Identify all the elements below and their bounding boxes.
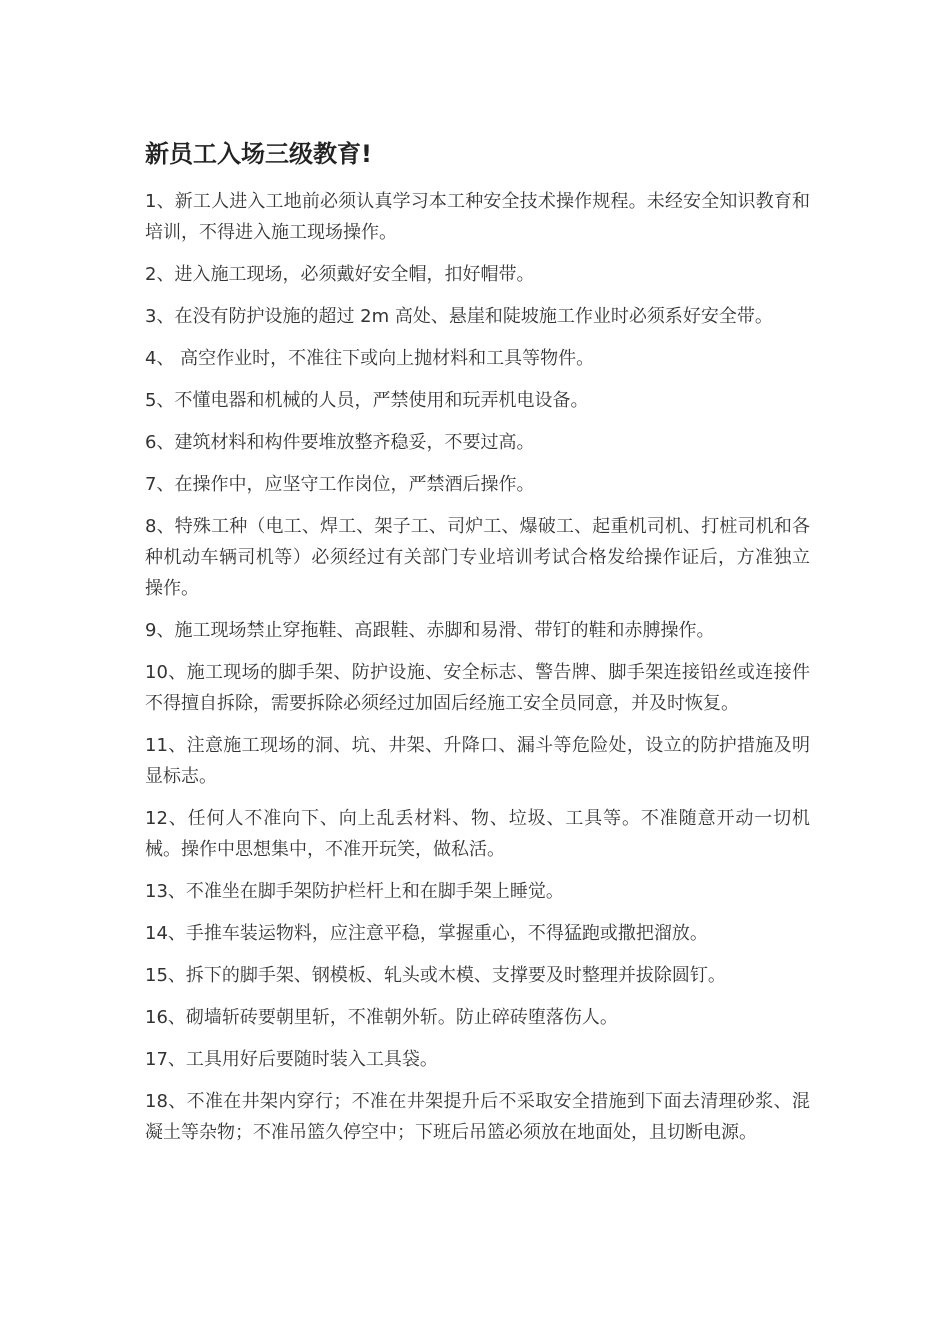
rule-item-2: 2、进入施工现场，必须戴好安全帽，扣好帽带。 [145,264,535,285]
rule-item-16: 16、砌墙斩砖要朝里斩，不准朝外斩。防止碎砖堕落伤人。 [145,1007,618,1028]
rule-item-11: 11、注意施工现场的洞、坑、井架、升降口、漏斗等危险处，设立的防护措施及明显标志。 [145,735,810,787]
rule-item-15: 15、拆下的脚手架、钢模板、轧头或木模、支撑要及时整理并拔除圆钉。 [145,965,726,986]
rule-item-14: 14、手推车装运物料，应注意平稳，掌握重心，不得猛跑或撒把溜放。 [145,923,708,944]
rule-item-18: 18、不准在井架内穿行；不准在井架提升后不采取安全措施到下面去清理砂浆、混凝土等杂物；不准吊篮久停空中；下班后吊篮必须放在地面处，且切断电源。 [145,1091,810,1143]
rule-item-17: 17、工具用好后要随时装入工具袋。 [145,1049,438,1070]
rule-item-12: 12、任何人不准向下、向上乱丢材料、物、垃圾、工具等。不准随意开动一切机械。操作中思想集中，不准开玩笑，做私活。 [145,808,810,860]
rule-item-1: 1、新工人进入工地前必须认真学习本工种安全技术操作规程。未经安全知识教育和培训，不得进入施工现场操作。 [145,191,810,243]
rule-item-6: 6、建筑材料和构件要堆放整齐稳妥，不要过高。 [145,432,535,453]
document-content [145,136,810,1159]
rule-item-7: 7、在操作中，应坚守工作岗位，严禁酒后操作。 [145,474,535,495]
rule-list [145,186,810,1148]
rule-item-9: 9、施工现场禁止穿拖鞋、高跟鞋、赤脚和易滑、带钉的鞋和赤膊操作。 [145,620,715,641]
rule-item-3: 3、在没有防护设施的超过 2m 高处、悬崖和陡坡施工作业时必须系好安全带。 [145,306,773,327]
document-title: 新员工入场三级教育! [145,140,372,168]
rule-item-10: 10、施工现场的脚手架、防护设施、安全标志、警告牌、脚手架连接铅丝或连接件不得擅自拆除，需要拆除必须经过加固后经施工安全员同意，并及时恢复。 [145,662,810,714]
rule-item-13: 13、不准坐在脚手架防护栏杆上和在脚手架上睡觉。 [145,881,564,902]
rule-item-4: 4、 高空作业时，不准往下或向上抛材料和工具等物件。 [145,348,595,369]
rule-item-5: 5、不懂电器和机械的人员，严禁使用和玩弄机电设备。 [145,390,589,411]
rule-item-8: 8、特殊工种（电工、焊工、架子工、司炉工、爆破工、起重机司机、打桩司机和各种机动车辆司机等）必须经过有关部门专业培训考试合格发给操作证后，方准独立操作。 [145,516,810,599]
